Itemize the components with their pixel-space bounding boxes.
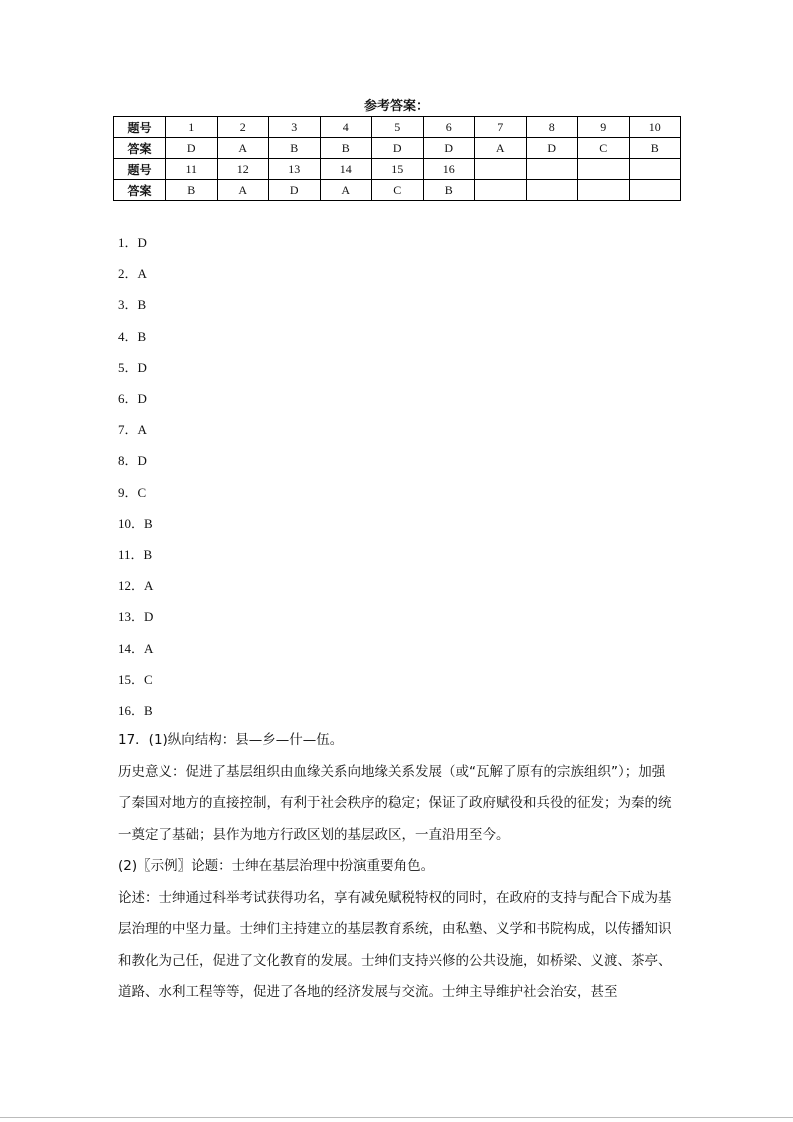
table-cell: 10 bbox=[629, 117, 681, 138]
table-cell bbox=[526, 159, 578, 180]
table-cell: B bbox=[269, 138, 321, 159]
table-cell: 4 bbox=[320, 117, 372, 138]
table-cell: A bbox=[217, 138, 269, 159]
table-cell: B bbox=[629, 138, 681, 159]
row-header: 答案 bbox=[114, 180, 166, 201]
table-cell: D bbox=[423, 138, 475, 159]
answer-table bbox=[113, 116, 681, 201]
answer-item: 13．D bbox=[118, 609, 154, 625]
table-cell: D bbox=[526, 138, 578, 159]
answer-item: 12．A bbox=[118, 578, 154, 594]
table-cell: D bbox=[269, 180, 321, 201]
table-cell bbox=[475, 180, 527, 201]
table-cell: 9 bbox=[578, 117, 630, 138]
answer-key-title: 参考答案： bbox=[363, 99, 429, 114]
table-cell: B bbox=[166, 180, 218, 201]
table-cell: 16 bbox=[423, 159, 475, 180]
table-cell bbox=[526, 180, 578, 201]
table-cell: D bbox=[372, 138, 424, 159]
table-cell: 6 bbox=[423, 117, 475, 138]
table-cell: C bbox=[372, 180, 424, 201]
table-cell bbox=[629, 180, 681, 201]
q17-section bbox=[118, 725, 678, 1009]
answer-item: 3．B bbox=[118, 297, 147, 313]
table-cell bbox=[629, 159, 681, 180]
table-cell: 7 bbox=[475, 117, 527, 138]
table-cell: 1 bbox=[166, 117, 218, 138]
q17-argument: 论述：士绅通过科举考试获得功名，享有减免赋税特权的同时，在政府的支持与配合下成为基层治理的中坚力量。士绅们主持建立的基层教育系统，由私塾、义学和书院构成，以传播知识和教化为己任，促进了文化教育的发展。士绅们支持兴修的公共设施，如桥梁、义渡、茶亭、道路、水利工程等等，促进了各地的经济发展与交流。士绅主导维护社会治安，甚至 bbox=[118, 889, 672, 1000]
table-row bbox=[114, 117, 681, 138]
table-row bbox=[114, 138, 681, 159]
table-cell: 8 bbox=[526, 117, 578, 138]
page-bottom-rule bbox=[0, 1117, 793, 1118]
table-cell: A bbox=[320, 180, 372, 201]
table-cell: 5 bbox=[372, 117, 424, 138]
table-cell: B bbox=[423, 180, 475, 201]
table-cell: A bbox=[475, 138, 527, 159]
row-header: 答案 bbox=[114, 138, 166, 159]
table-cell: D bbox=[166, 138, 218, 159]
answer-item: 10．B bbox=[118, 515, 153, 531]
table-cell: 12 bbox=[217, 159, 269, 180]
table-cell: 13 bbox=[269, 159, 321, 180]
table-row bbox=[114, 159, 681, 180]
answer-item: 7．A bbox=[118, 422, 147, 438]
q17-part2-thesis: (2)〖示例〗论题：士绅在基层治理中扮演重要角色。 bbox=[118, 858, 435, 874]
row-header: 题号 bbox=[114, 159, 166, 180]
table-cell: B bbox=[320, 138, 372, 159]
answer-item: 11．B bbox=[118, 547, 153, 562]
table-row bbox=[114, 180, 681, 201]
answer-item: 8．D bbox=[118, 453, 147, 469]
answer-item: 2．A bbox=[118, 266, 147, 282]
answer-item: 5．D bbox=[118, 359, 147, 375]
table-cell: C bbox=[578, 138, 630, 159]
table-cell: 2 bbox=[217, 117, 269, 138]
table-cell: A bbox=[217, 180, 269, 201]
answer-item: 6．D bbox=[118, 391, 147, 406]
table-cell bbox=[578, 159, 630, 180]
table-cell: 15 bbox=[372, 159, 424, 180]
q17-part1: 17．(1)纵向结构：县—乡—什—伍。 bbox=[118, 732, 344, 748]
table-cell: 14 bbox=[320, 159, 372, 180]
table-cell: 3 bbox=[269, 117, 321, 138]
q17-history-significance: 历史意义：促进了基层组织由血缘关系向地缘关系发展（或“瓦解了原有的宗族组织”）；加强了秦国对地方的直接控制，有利于社会秩序的稳定；保证了政府赋役和兵役的征发；为秦的统一奠定了基础；县作为地方行政区划的基层政区，一直沿用至今。 bbox=[118, 763, 672, 843]
table-cell bbox=[578, 180, 630, 201]
answer-item: 16．B bbox=[118, 703, 153, 718]
answer-item: 1．D bbox=[118, 235, 147, 250]
table-cell bbox=[475, 159, 527, 180]
answer-item: 9．C bbox=[118, 484, 147, 500]
table-cell: 11 bbox=[166, 159, 218, 180]
answer-item: 14．A bbox=[118, 640, 154, 656]
answer-item: 4．B bbox=[118, 328, 147, 344]
row-header: 题号 bbox=[114, 117, 166, 138]
answer-item: 15．C bbox=[118, 671, 153, 687]
